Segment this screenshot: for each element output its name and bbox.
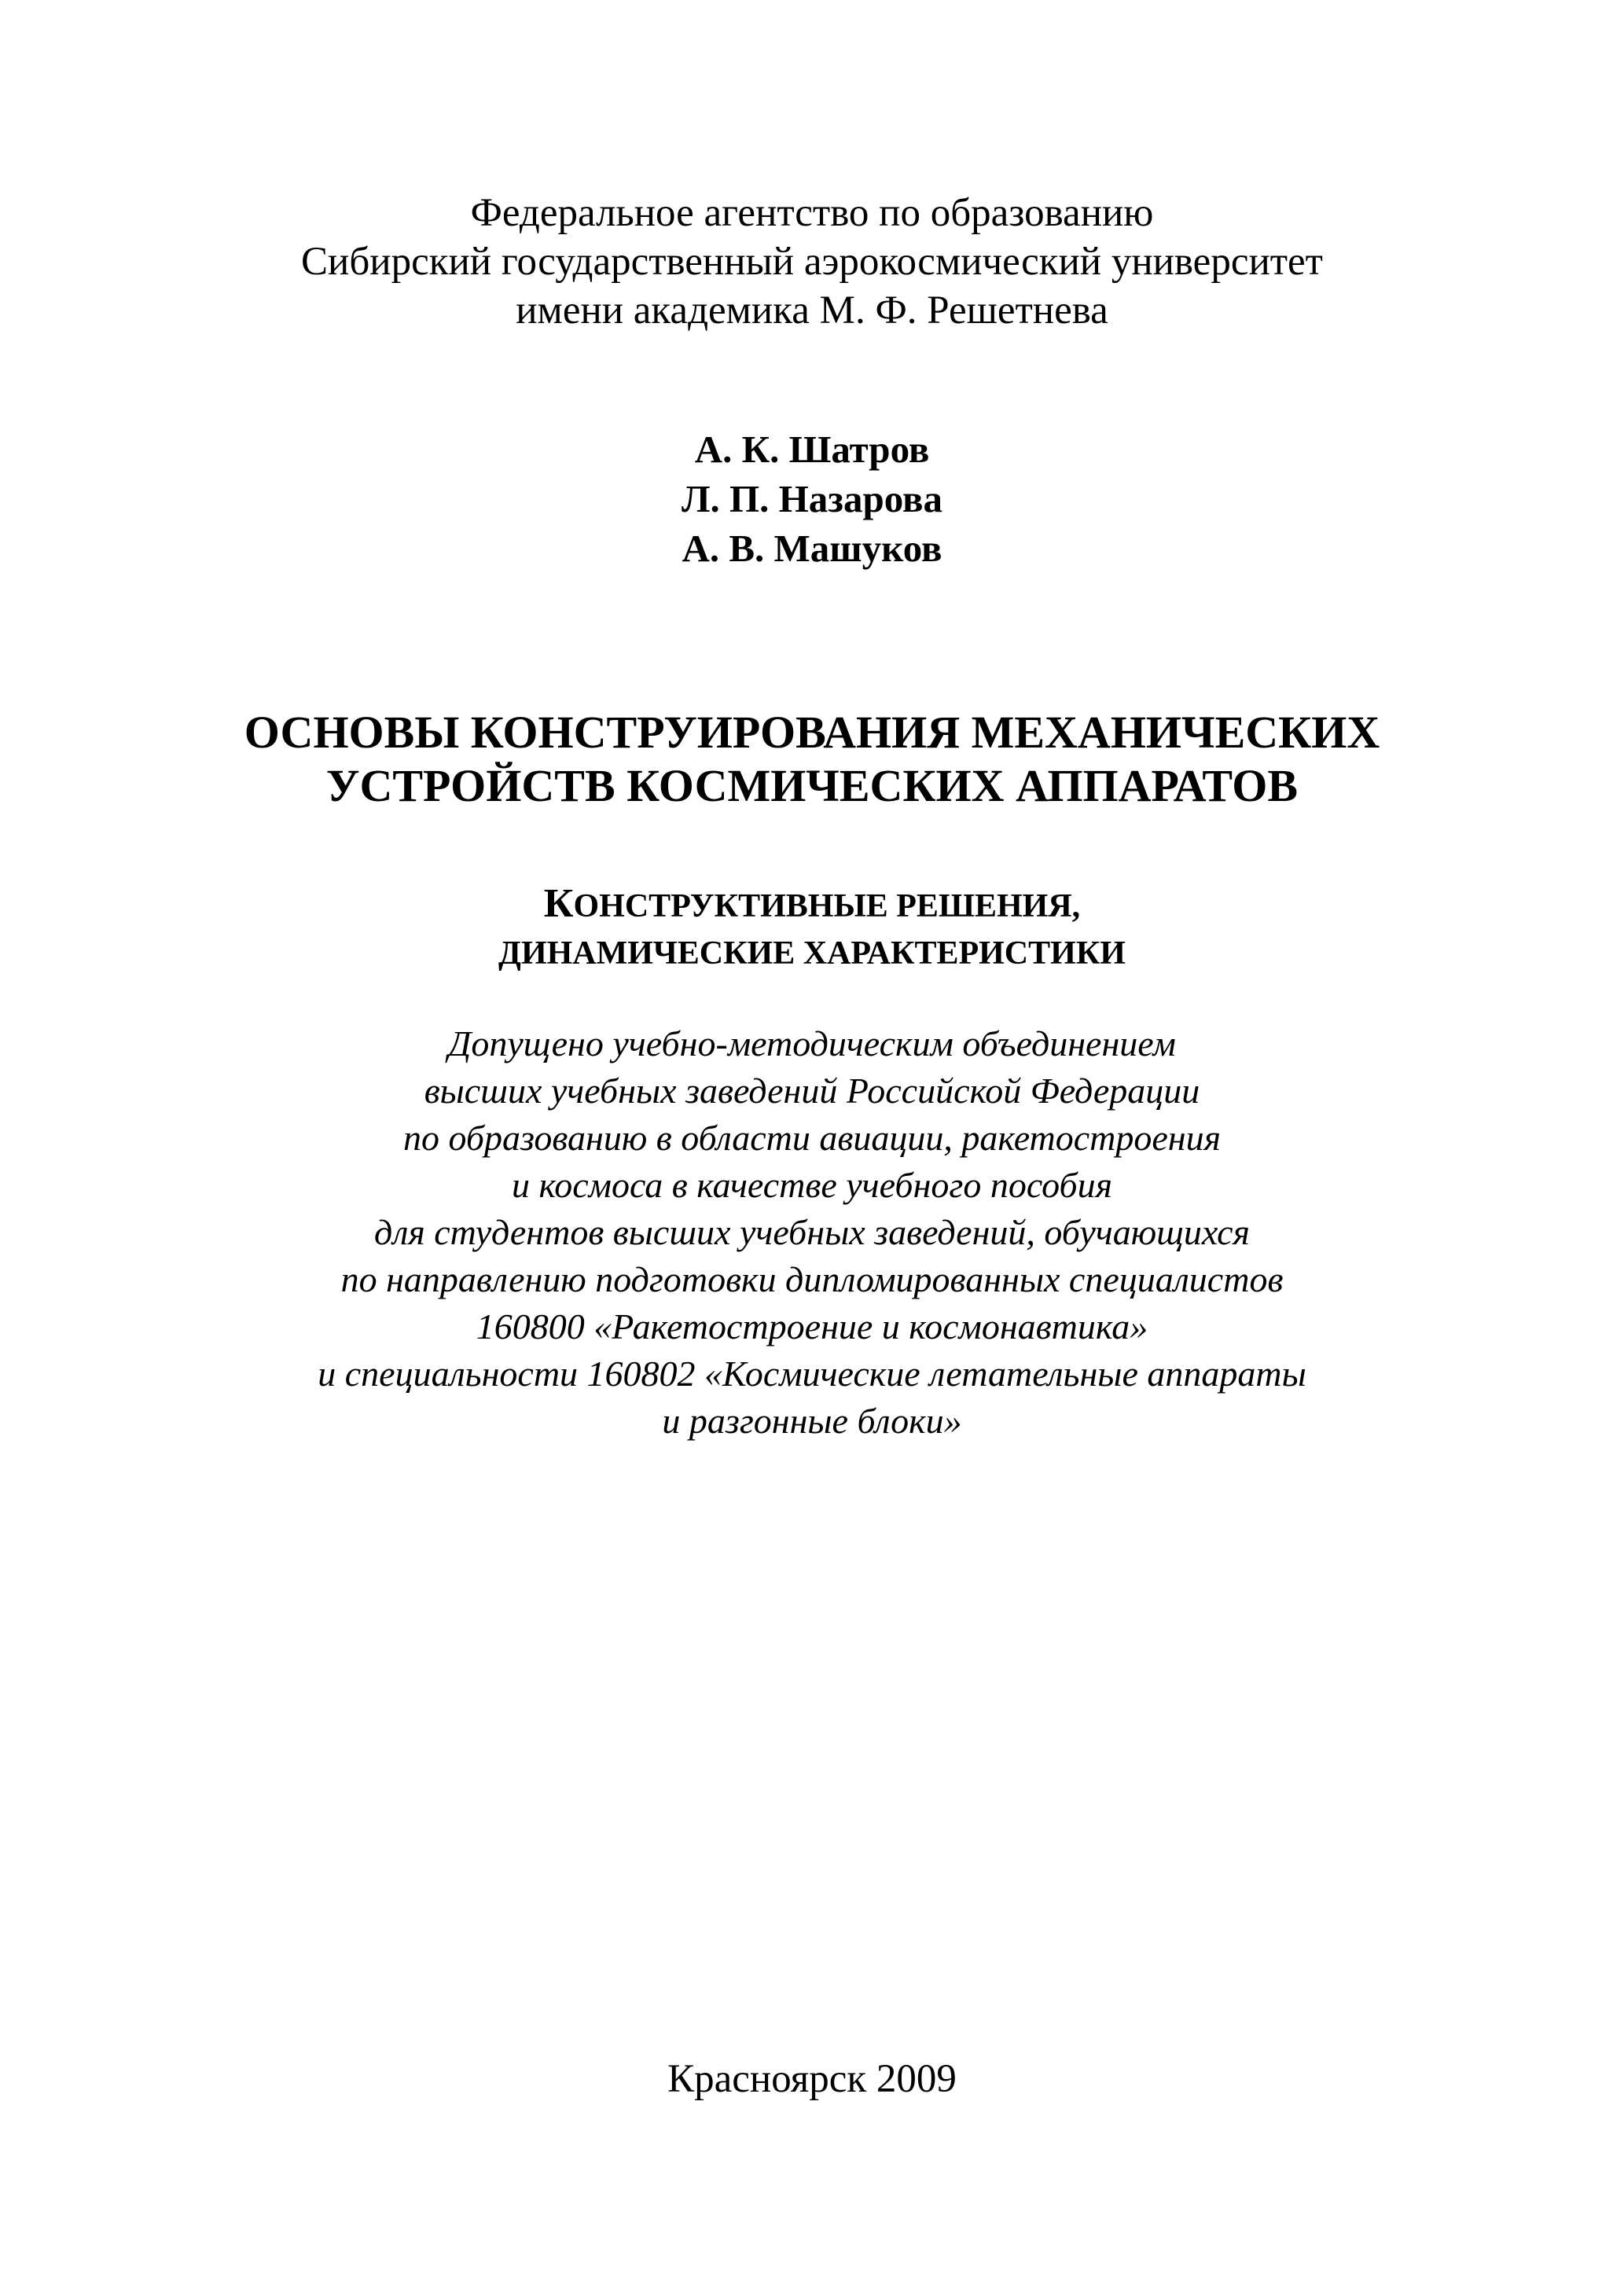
approval-line: и разгонные блоки» [662, 1401, 962, 1441]
approval-line: и космоса в качестве учебного пособия [511, 1165, 1113, 1205]
organization-line-agency: Федеральное агентство по образованию [470, 191, 1154, 235]
book-subtitle [0, 880, 1624, 977]
book-subtitle-initial: К [543, 881, 574, 926]
book-subtitle-rest: ОНСТРУКТИВНЫЕ РЕШЕНИЯ, [573, 888, 1081, 924]
approval-line: по образованию в области авиации, ракетостроения [402, 1118, 1221, 1158]
author-name: А. К. Шатров [694, 428, 930, 471]
approval-line: по направлению подготовки дипломированных специалистов [340, 1259, 1284, 1299]
approval-line: и специальности 160802 «Космические летательные аппараты [318, 1354, 1306, 1394]
approval-line: для студентов высших учебных заведений, обучающихся [374, 1212, 1250, 1252]
book-subtitle-line: ДИНАМИЧЕСКИЕ ХАРАКТЕРИСТИКИ [498, 935, 1126, 972]
authors-list [0, 424, 1624, 573]
organization-header [0, 189, 1624, 335]
author-name: Л. П. Назарова [682, 477, 942, 520]
book-subtitle-line [0, 880, 1624, 930]
author-name: А. В. Машуков [682, 527, 942, 570]
organization-line-named-after: имени академика М. Ф. Решетнева [516, 288, 1108, 332]
approval-line: Допущено учебно-методическим объединением [448, 1023, 1176, 1064]
book-title [0, 706, 1624, 813]
organization-line-university: Сибирский государственный аэрокосмический университет [301, 240, 1323, 284]
book-title-line: ОСНОВЫ КОНСТРУИРОВАНИЯ МЕХАНИЧЕСКИХ [244, 707, 1380, 758]
imprint-city-year [0, 2055, 1624, 2103]
book-title-line: УСТРОЙСТВ КОСМИЧЕСКИХ АППАРАТОВ [325, 760, 1299, 811]
approval-line: 160800 «Ракетостроение и космонавтика» [476, 1306, 1148, 1346]
approval-line: высших учебных заведений Российской Федерации [424, 1071, 1200, 1111]
city-year-text: Красноярск 2009 [667, 2057, 957, 2101]
approval-statement [0, 1020, 1624, 1445]
